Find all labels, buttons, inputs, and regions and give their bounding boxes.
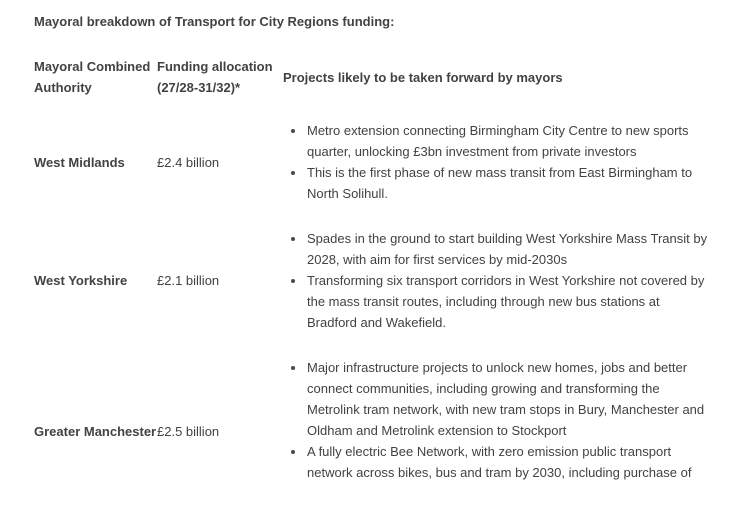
bullet-icon: [291, 450, 295, 454]
project-list: [283, 120, 709, 204]
funding-cell: £2.1 billion: [157, 273, 220, 288]
project-text: This is the first phase of new mass transit from East Birmingham to North Solihull.: [307, 165, 693, 201]
bullet-icon: [291, 129, 295, 133]
table-row-greater-manchester: [34, 357, 709, 505]
column-header-authority: Mayoral Combined Authority: [34, 59, 151, 95]
projects-cell: [283, 357, 709, 505]
project-list: [283, 357, 709, 505]
project-text: Transforming six transport corridors in West Yorkshire not covered by the mass transit routes, including through new bus stations at Bradford and Wakefield.: [307, 273, 705, 330]
funding-cell: £2.5 billion: [157, 423, 220, 439]
projects-cell: [283, 228, 709, 333]
column-header-projects: Projects likely to be taken forward by mayors: [283, 69, 563, 85]
project-list: [283, 228, 709, 333]
project-text: A fully electric Bee Network, with zero emission public transport network across bikes, bus and tram by 2030, including purchase of: [307, 444, 692, 480]
project-bullet: [283, 162, 709, 204]
authority-cell: West Yorkshire: [34, 273, 128, 288]
authority-cell: Greater Manchester: [34, 423, 157, 439]
project-bullet: [283, 441, 709, 483]
project-bullet: [283, 120, 709, 162]
project-text: Major infrastructure projects to unlock new homes, jobs and better connect communities, including growing and transforming the Metrolink tram network, with new tram stops in Bury, Manchester and Oldham and Metrolink extension to Stockport: [307, 360, 705, 438]
project-bullet: [283, 270, 709, 333]
page-title: Mayoral breakdown of Transport for City Regions funding:: [34, 14, 395, 29]
table-row-west-midlands: [34, 120, 709, 204]
project-text: Spades in the ground to start building West Yorkshire Mass Transit by 2028, with aim for first services by mid-2030s: [307, 231, 708, 267]
funding-cell: £2.4 billion: [157, 154, 220, 170]
table-header-row: [34, 56, 709, 98]
bullet-icon: [291, 237, 295, 241]
table-row-west-yorkshire: [34, 228, 709, 333]
project-bullet: [283, 228, 709, 270]
bullet-icon: [291, 279, 295, 283]
projects-cell: [283, 120, 709, 204]
column-header-funding: Funding allocation (27/28-31/32)*: [157, 59, 273, 95]
project-bullet: [283, 357, 709, 441]
authority-cell: West Midlands: [34, 154, 125, 170]
bullet-icon: [291, 366, 295, 370]
project-text: Metro extension connecting Birmingham City Centre to new sports quarter, unlocking £3bn investment from private investors: [307, 123, 689, 159]
bullet-icon: [291, 171, 295, 175]
